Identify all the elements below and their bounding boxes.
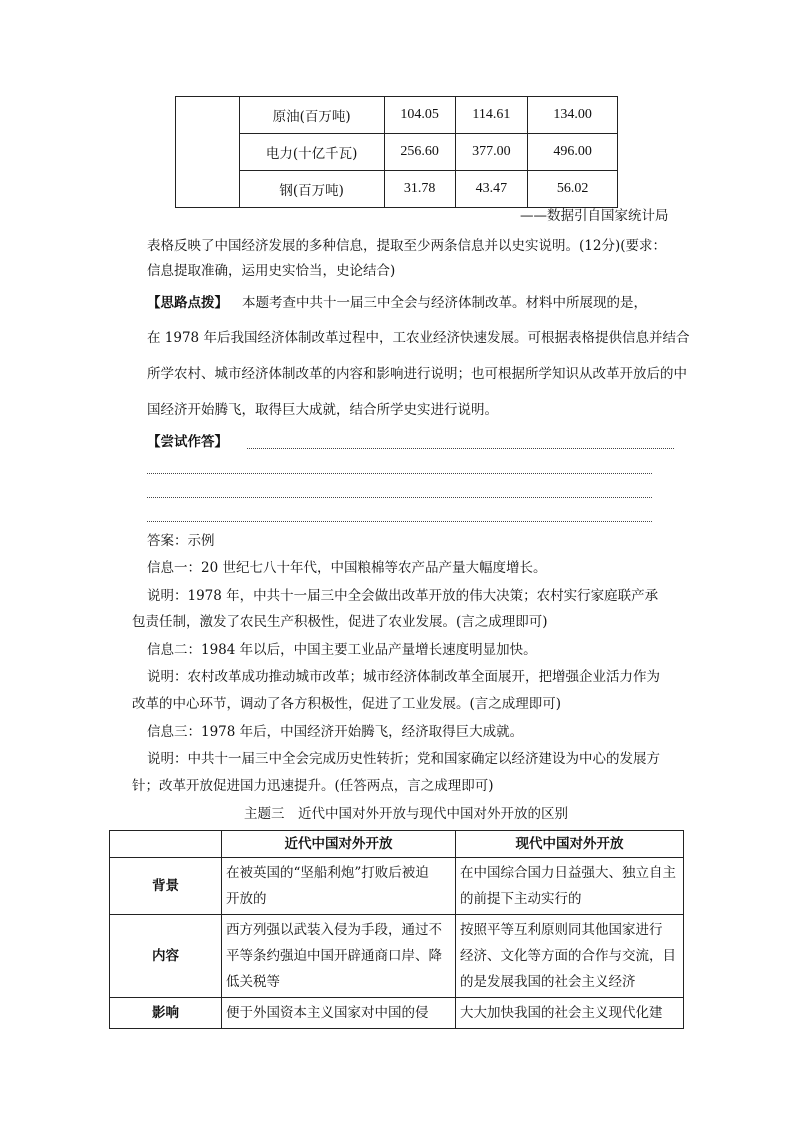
cell-line: 按照平等互利原则同其他国家进行 (460, 922, 663, 938)
answer-line-text: 信息一：20 世纪七八十年代，中国粮棉等农产品产量大幅度增长。 (147, 560, 547, 576)
cell-line: 平等条约强迫中国开辟通商口岸、降 (226, 948, 442, 964)
value-cell: 114.61 (455, 97, 528, 134)
value-cell: 377.00 (455, 134, 528, 171)
cell-line: 的前提下主动实行的 (460, 891, 582, 907)
table-cell (456, 858, 684, 915)
answer-line[interactable] (147, 521, 652, 522)
answer-line[interactable] (147, 473, 652, 474)
answer-line-text: 针；改革开放促进国力迅速提升。(任答两点，言之成理即可) (132, 778, 494, 794)
row-label: 钢(百万吨) (239, 171, 384, 208)
hint-text: 本题考查中共十一届三中全会与经济体制改革。材料中所展现的是， (242, 295, 647, 311)
comparison-table (109, 830, 684, 1029)
hint-line: 在 1978 年后我国经济体制改革过程中，工农业经济快速发展。可根据表格提供信息并结合 (147, 330, 690, 346)
cell-line: 在中国综合国力日益强大、独立自主 (460, 865, 676, 881)
row-label: 影响 (110, 998, 222, 1029)
cell-line: 的是发展我国的社会主义经济 (460, 974, 636, 990)
hint-line (147, 293, 647, 313)
cell-line: 低关税等 (226, 974, 280, 990)
answer-line-text: 说明：中共十一届三中全会完成历史性转折；党和国家确定以经济建设为中心的发展方 (147, 751, 660, 767)
row-label: 原油(百万吨) (239, 97, 384, 134)
answer-line-text: 包责任制，激发了农民生产积极性，促进了农业发展。(言之成理即可) (132, 614, 548, 630)
table-row (110, 915, 684, 998)
answer-line-text: 信息三：1978 年后，中国经济开始腾飞，经济取得巨大成就。 (147, 724, 524, 740)
value-cell: 256.60 (384, 134, 455, 171)
hint-line: 所学农村、城市经济体制改革的内容和影响进行说明；也可根据所学知识从改革开放后的中 (147, 366, 687, 382)
row-label: 电力(十亿千瓦) (239, 134, 384, 171)
table-header-row (110, 831, 684, 858)
question-line: 信息提取准确，运用史实恰当，史论结合) (147, 263, 396, 279)
cell-line: 大大加快我国的社会主义现代化建 (460, 1005, 663, 1021)
value-cell: 43.47 (455, 171, 528, 208)
section-title: 主题三 近代中国对外开放与现代中国对外开放的区别 (244, 806, 568, 822)
cell-line: 便于外国资本主义国家对中国的侵 (226, 1005, 429, 1021)
value-cell: 31.78 (384, 171, 455, 208)
value-cell: 496.00 (528, 134, 618, 171)
hint-label: 【思路点拨】 (147, 295, 228, 311)
attempt-label: 【尝试作答】 (147, 434, 228, 450)
table-cell (222, 858, 456, 915)
answer-line-text: 说明：农村改革成功推动城市改革；城市经济体制改革全面展开，把增强企业活力作为 (147, 669, 660, 685)
table-cell (456, 998, 684, 1029)
value-cell: 56.02 (528, 171, 618, 208)
question-line: 表格反映了中国经济发展的多种信息，提取至少两条信息并以史实说明。(12分)(要求： (147, 238, 666, 254)
column-header: 近代中国对外开放 (222, 831, 456, 858)
answer-line[interactable] (147, 497, 652, 498)
cell-line: 西方列强以武装入侵为手段，通过不 (226, 922, 442, 938)
empty-cell (176, 97, 240, 208)
table-cell (456, 915, 684, 998)
statistics-table (175, 96, 618, 208)
table-row (176, 171, 618, 208)
table-cell (222, 915, 456, 998)
row-label: 内容 (110, 915, 222, 998)
answer-line-text: 说明：1978 年，中共十一届三中全会做出改革开放的伟大决策；农村实行家庭联产承 (147, 588, 659, 604)
empty-cell (110, 831, 222, 858)
column-header: 现代中国对外开放 (456, 831, 684, 858)
source-note: ——数据引自国家统计局 (520, 208, 669, 224)
table-row (110, 858, 684, 915)
value-cell: 104.05 (384, 97, 455, 134)
answer-line[interactable] (247, 448, 674, 449)
cell-line: 经济、文化等方面的合作与交流，目 (460, 948, 676, 964)
answer-title: 答案：示例 (147, 533, 215, 549)
table-cell (222, 998, 456, 1029)
cell-line: 在被英国的“坚船利炮”打败后被迫 (226, 865, 429, 881)
hint-line: 国经济开始腾飞，取得巨大成就，结合所学史实进行说明。 (147, 402, 498, 418)
table-row (176, 134, 618, 171)
value-cell: 134.00 (528, 97, 618, 134)
row-label: 背景 (110, 858, 222, 915)
answer-line-text: 信息二：1984 年以后，中国主要工业品产量增长速度明显加快。 (147, 642, 537, 658)
cell-line: 开放的 (226, 891, 267, 907)
table-row (110, 998, 684, 1029)
answer-line-text: 改革的中心环节，调动了各方积极性，促进了工业发展。(言之成理即可) (132, 696, 562, 712)
table-row (176, 97, 618, 134)
